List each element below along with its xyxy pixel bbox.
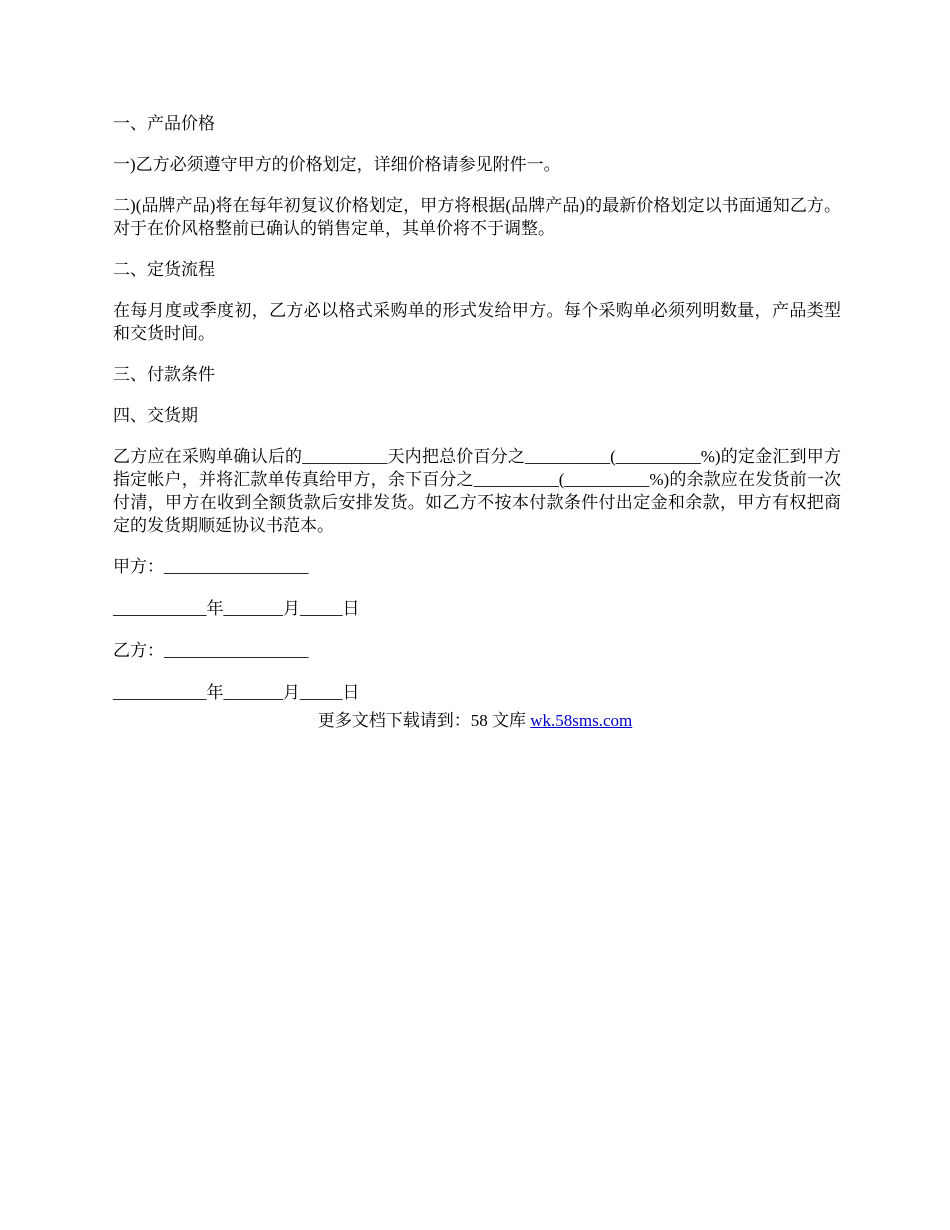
signature-date-a: ___________年_______月_____日 — [113, 599, 360, 618]
signature-party-a: 甲方：_________________ — [113, 557, 309, 576]
paragraph-ordering: 在每月度或季度初，乙方必以格式采购单的形式发给甲方。每个采购单必须列明数量，产品类型和交货时间。 — [113, 301, 841, 343]
paragraph-deposit-payment: 乙方应在采购单确认后的__________天内把总价百分之__________(__________%)的定金汇到甲方指定帐户，并将汇款单传真给甲方，余下百分之__________(__________%)的余款应在发货前一次付清，甲方在收到全额货款后安排发货。如乙方不按本付款条件付出定金和余款，甲方有权把商定的发货期顺延协议书范本。 — [113, 447, 841, 535]
section-heading-payment-terms: 三、付款条件 — [113, 365, 215, 384]
section-heading-delivery-period: 四、交货期 — [113, 406, 198, 425]
section-heading-ordering-process: 二、定货流程 — [113, 260, 215, 279]
footer-link[interactable]: wk.58sms.com — [530, 711, 633, 730]
footer-text: 更多文档下载请到：58 文库 — [317, 711, 531, 730]
paragraph-price-compliance: 一)乙方必须遵守甲方的价格划定，详细价格请参见附件一。 — [113, 155, 561, 174]
paragraph-price-review: 二)(品牌产品)将在每年初复议价格划定，甲方将根据(品牌产品)的最新价格划定以书面通知乙方。对于在价风格整前已确认的销售定单，其单价将不于调整。 — [113, 196, 841, 238]
signature-date-b: ___________年_______月_____日 — [113, 683, 360, 702]
section-heading-product-price: 一、产品价格 — [113, 114, 215, 133]
document-body — [113, 112, 841, 723]
download-footer — [0, 709, 950, 732]
signature-party-b: 乙方：_________________ — [113, 641, 309, 660]
